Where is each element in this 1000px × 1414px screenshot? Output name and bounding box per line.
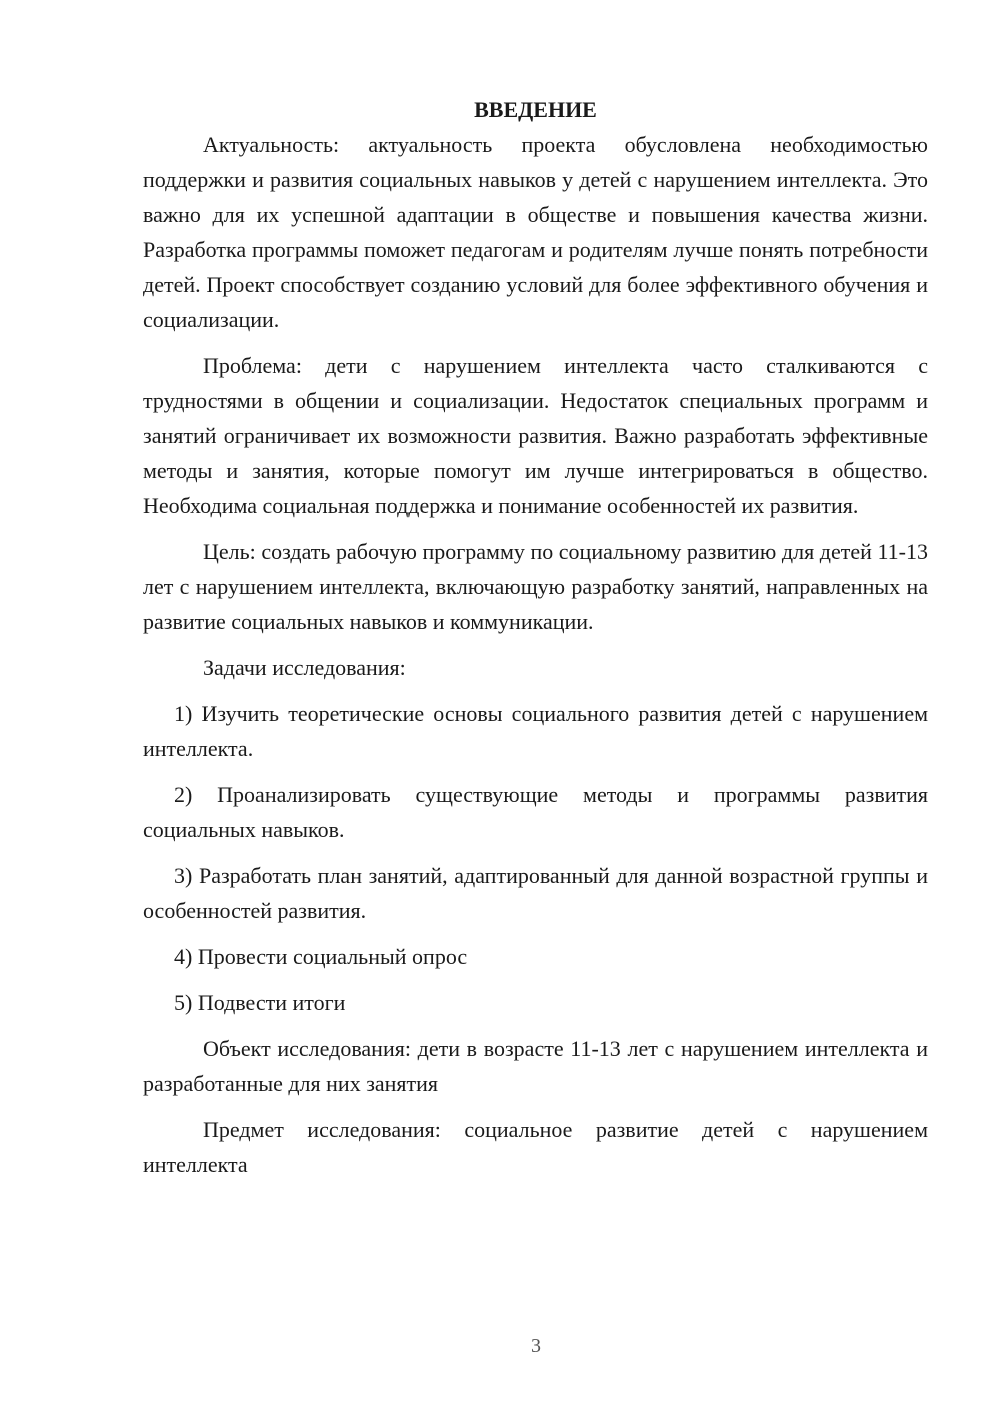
section-heading: ВВЕДЕНИЕ bbox=[474, 97, 597, 122]
task-item-2: 2) Проанализировать существующие методы и программы развития социальных навыков. bbox=[143, 782, 928, 842]
relevance-paragraph: Актуальность: актуальность проекта обусловлена необходимостью поддержки и развития социальных навыков у детей с нарушением интеллекта. Это важно для их успешной адаптации в обществе и повышения качества жизни. Разработка программы поможет педагогам и родителям лучше понять потребности детей. Проект способствует созданию условий для более эффективного обучения и социализации. bbox=[143, 132, 928, 332]
object-paragraph: Объект исследования: дети в возрасте 11-13 лет с нарушением интеллекта и разработанные для них занятия bbox=[143, 1036, 928, 1096]
task-item-5: 5) Подвести итоги bbox=[174, 990, 346, 1015]
document-page bbox=[143, 92, 928, 1193]
subject-paragraph: Предмет исследования: социальное развитие детей с нарушением интеллекта bbox=[143, 1117, 928, 1177]
task-item-4: 4) Провести социальный опрос bbox=[174, 944, 468, 969]
tasks-title: Задачи исследования: bbox=[203, 655, 406, 680]
page-number: 3 bbox=[531, 1335, 541, 1357]
task-item-1: 1) Изучить теоретические основы социального развития детей с нарушением интеллекта. bbox=[143, 701, 928, 761]
problem-paragraph: Проблема: дети с нарушением интеллекта часто сталкиваются с трудностями в общении и социализации. Недостаток специальных программ и занятий ограничивает их возможности развития. Важно разработать эффективные методы и занятия, которые помогут им лучше интегрироваться в общество. Необходима социальная поддержка и понимание особенностей их развития. bbox=[143, 353, 928, 518]
task-item-3: 3) Разработать план занятий, адаптированный для данной возрастной группы и особенностей развития. bbox=[143, 863, 928, 923]
goal-paragraph: Цель: создать рабочую программу по социальному развитию для детей 11-13 лет с нарушением интеллекта, включающую разработку занятий, направленных на развитие социальных навыков и коммуникации. bbox=[143, 539, 928, 634]
